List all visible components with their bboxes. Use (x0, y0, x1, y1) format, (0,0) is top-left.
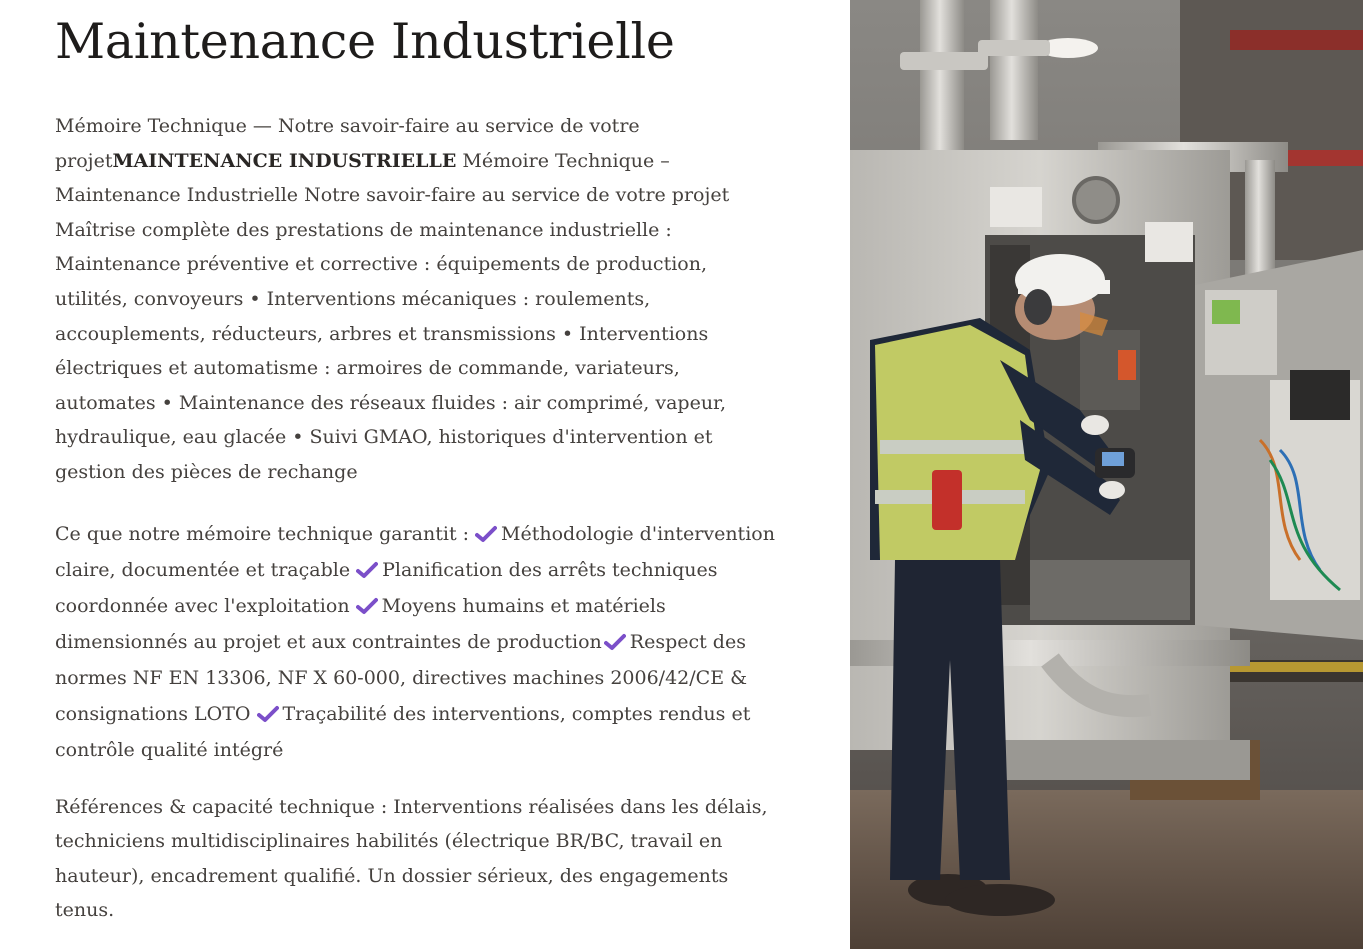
page-title: Maintenance Industrielle (55, 13, 675, 70)
intro-strong: MAINTENANCE INDUSTRIELLE (112, 149, 457, 172)
check-icon (475, 525, 497, 543)
guarantee-item: Traçabilité des interventions, comptes rendus et contrôle qualité intégré (55, 702, 751, 761)
guarantee-item: Respect des normes NF EN 13306, NF X 60-000, directives machines 2006/42/CE & consignations LOTO (55, 630, 748, 725)
guarantees-paragraph (55, 516, 780, 768)
guarantee-item: Planification des arrêts techniques coordonnée avec l'exploitation (55, 558, 718, 617)
intro-lead: Mémoire Technique — Notre savoir-faire au service de votre projet (55, 115, 640, 172)
check-icon (356, 561, 378, 579)
guarantee-item: Méthodologie d'intervention claire, documentée et traçable (55, 522, 775, 581)
intro-body: Mémoire Technique – Maintenance Industrielle Notre savoir-faire au service de votre projet Maîtrise complète des prestations de maintenance industrielle : Maintenance préventive et corrective : équipements de production, utilités, convoyeurs • Interventions mécaniques : roulements, accouplements, réducteurs, arbres et transmissions • Interventions électriques et automatisme : armoires de commande, variateurs, automates • Maintenance des réseaux fluides : air comprimé, vapeur, hydraulique, eau glacée • Suivi GMAO, historiques d'intervention et gestion des pièces de rechange (55, 149, 730, 483)
intro-paragraph (55, 109, 780, 490)
check-icon (604, 633, 626, 651)
check-icon (257, 705, 279, 723)
guarantees-lead: Ce que notre mémoire technique garantit : (55, 522, 470, 545)
industrial-technician-photo (850, 0, 1363, 949)
references-paragraph: Références & capacité technique : Interventions réalisées dans les délais, techniciens multidisciplinaires habilités (électrique BR/BC, travail en hauteur), encadrement qualifié. Un dossier sérieux, des engagements tenus. (55, 795, 768, 922)
content-column (55, 0, 780, 928)
check-icon (356, 597, 378, 615)
guarantee-item: Moyens humains et matériels dimensionnés au projet et aux contraintes de production (55, 594, 666, 653)
